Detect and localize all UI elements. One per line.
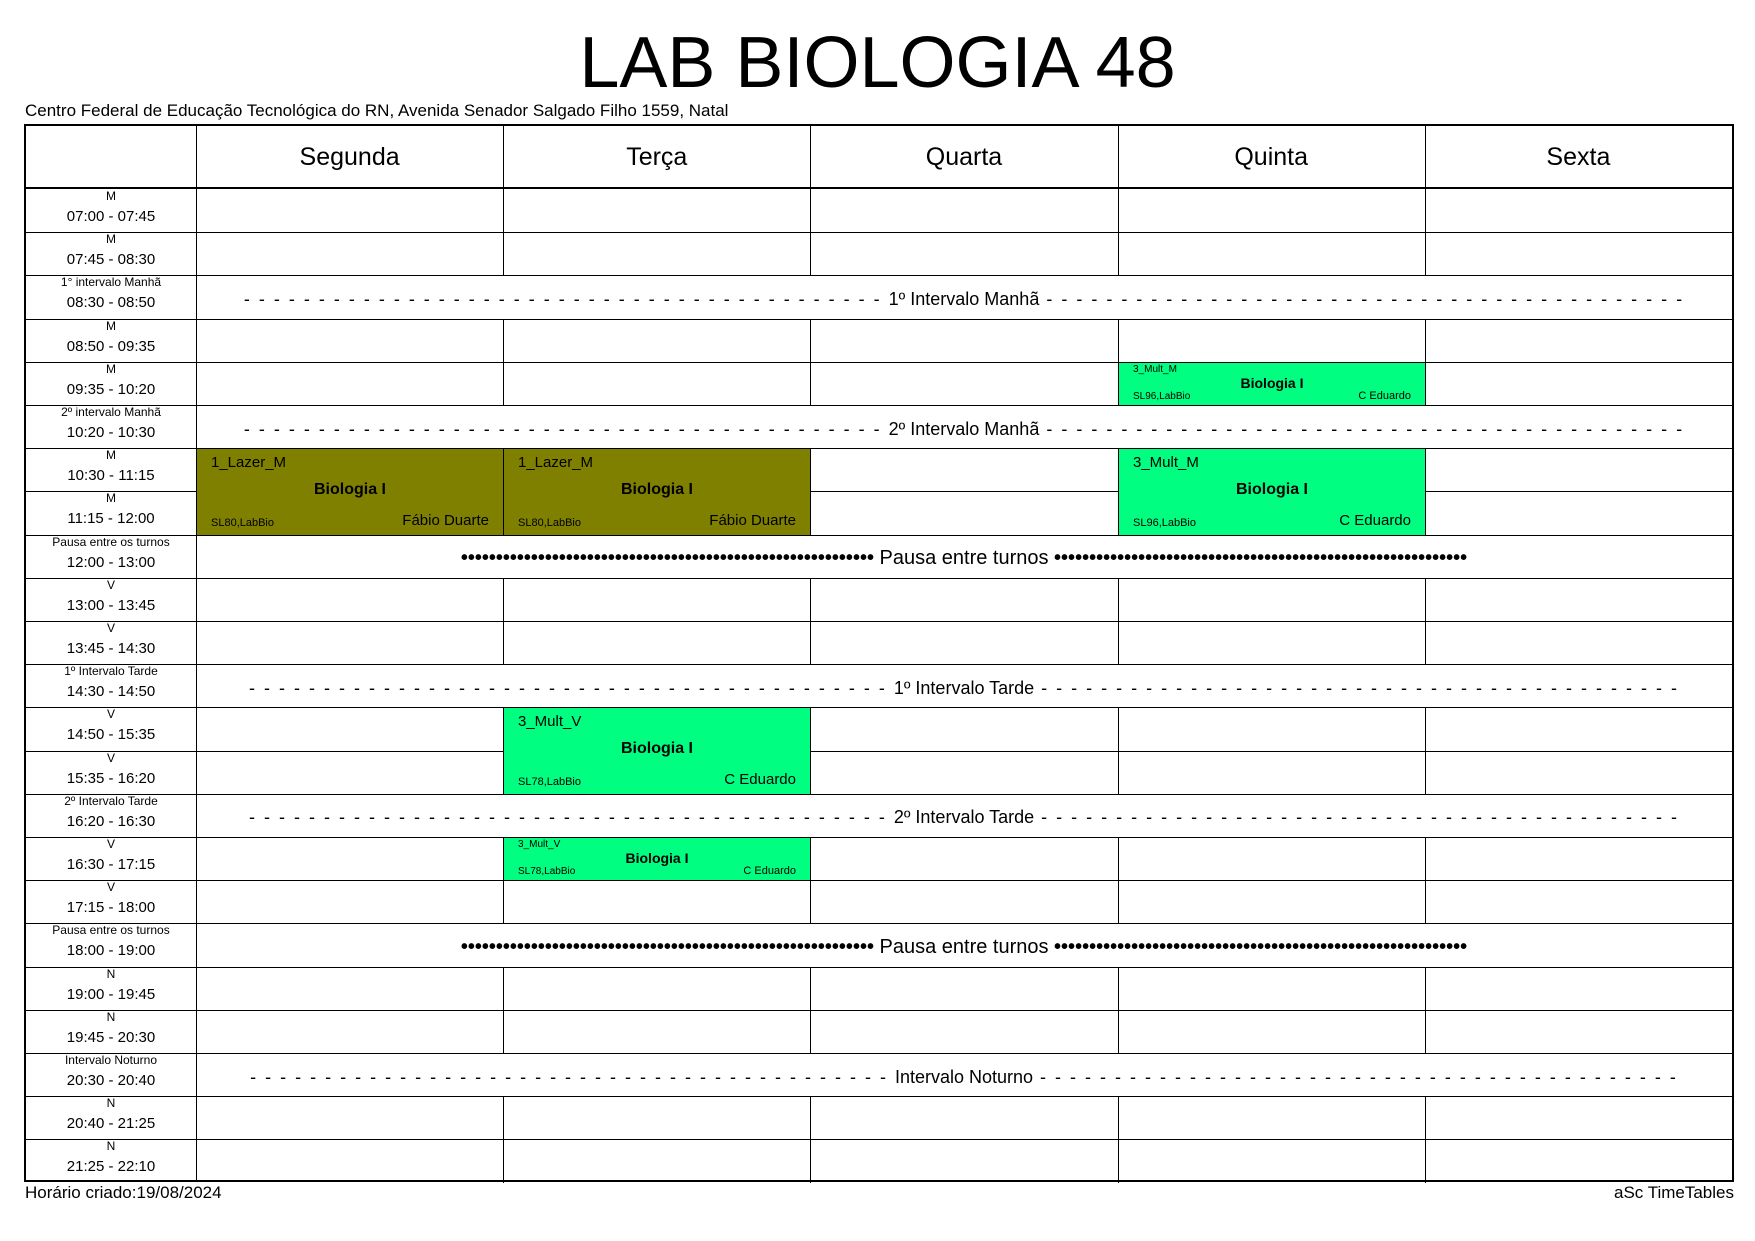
column-divider [1118, 1139, 1119, 1183]
column-divider [1118, 126, 1119, 189]
column-divider [1425, 621, 1426, 665]
column-divider [810, 491, 811, 535]
column-divider [810, 1096, 811, 1140]
column-divider [1425, 232, 1426, 276]
column-divider [810, 1010, 811, 1054]
lesson-subject: Biologia I [621, 740, 693, 757]
software-credit: aSc TimeTables [1614, 1183, 1734, 1202]
lesson-teacher: C Eduardo [1358, 390, 1411, 402]
column-divider [810, 967, 811, 1011]
row-divider [26, 837, 1732, 838]
period-time: 20:30 - 20:40 [66, 1072, 156, 1089]
lesson-room: SL80,LabBio [518, 517, 581, 529]
column-divider [810, 362, 811, 406]
column-divider [1425, 448, 1426, 492]
lesson-subject: Biologia I [625, 850, 689, 866]
column-divider [1425, 189, 1426, 233]
break-filler: - - - - - - - - - - - - - - - - - - - - - - - - - - - - - - - - - - - - - - - - - - - [243, 289, 889, 309]
period-time: 17:15 - 18:00 [66, 899, 156, 916]
break-filler: ••••••••••••••••••••••••••••••••••••••••••••••••••••••••••• [1048, 547, 1468, 570]
column-divider [810, 880, 811, 924]
column-divider [1425, 319, 1426, 363]
header-divider [26, 187, 1732, 189]
lesson-room: SL78,LabBio [518, 866, 576, 877]
column-divider [1425, 751, 1426, 795]
day-header-quinta: Quinta [1234, 143, 1309, 171]
period-label [26, 275, 196, 312]
lesson-class: 3_Mult_M [1133, 454, 1199, 471]
column-divider [1425, 362, 1426, 406]
break-filler: ••••••••••••••••••••••••••••••••••••••••••••••••••••••••••• [460, 936, 880, 958]
period-label [26, 837, 196, 874]
row-divider [26, 405, 1732, 406]
break-banner [250, 1066, 1678, 1088]
lesson-teacher: C Eduardo [1339, 512, 1411, 529]
period-name: 1º Intervalo Tarde [64, 664, 158, 678]
lesson-subject: Biologia I [1236, 481, 1308, 498]
column-divider [1425, 880, 1426, 924]
period-label [26, 448, 196, 485]
period-label [26, 794, 196, 831]
period-label [26, 707, 196, 744]
period-time: 18:00 - 19:00 [66, 942, 156, 959]
column-divider [503, 126, 504, 189]
lesson-card[interactable] [1119, 363, 1425, 405]
row-divider [26, 1053, 1732, 1054]
column-divider [1118, 837, 1119, 881]
lesson-teacher: C Eduardo [724, 771, 796, 788]
break-label: 2º Intervalo Tarde [893, 807, 1035, 828]
period-name: 1° intervalo Manhã [60, 275, 162, 289]
column-divider [1118, 880, 1119, 924]
period-name: V [106, 621, 115, 635]
break-filler: ••••••••••••••••••••••••••••••••••••••••••••••••••••••••••• [460, 547, 880, 570]
period-label [26, 405, 196, 442]
period-name: M [106, 319, 116, 333]
column-divider [810, 751, 811, 795]
period-name: V [106, 880, 115, 894]
break-filler: - - - - - - - - - - - - - - - - - - - - - - - - - - - - - - - - - - - - - - - - - - - [249, 807, 894, 828]
lesson-room: SL96,LabBio [1133, 391, 1191, 402]
break-label: 1º Intervalo Manhã [888, 289, 1040, 309]
column-divider [1425, 837, 1426, 881]
row-divider [26, 362, 1732, 363]
column-divider [1118, 707, 1119, 751]
column-divider [1425, 707, 1426, 751]
period-name: 2º Intervalo Tarde [64, 794, 158, 808]
period-label [26, 751, 196, 788]
period-time: 13:45 - 14:30 [66, 640, 156, 657]
column-divider [1118, 578, 1119, 622]
period-label [26, 621, 196, 658]
column-divider [810, 448, 811, 492]
break-label: Pausa entre turnos [879, 547, 1049, 570]
lesson-class: 1_Lazer_M [211, 454, 287, 471]
row-divider [26, 751, 1732, 752]
column-divider [196, 126, 197, 1180]
period-time: 15:35 - 16:20 [66, 770, 156, 787]
break-banner [244, 288, 1684, 310]
period-time: 14:30 - 14:50 [66, 683, 156, 700]
period-label [26, 232, 196, 269]
column-divider [1118, 1010, 1119, 1054]
lesson-card[interactable] [1119, 449, 1425, 535]
column-divider [1118, 232, 1119, 276]
column-divider [810, 621, 811, 665]
lesson-subject: Biologia I [314, 481, 386, 498]
day-header-segunda: Segunda [299, 143, 400, 171]
page-title: LAB BIOLOGIA 48 [579, 23, 1176, 103]
timetable-grid [24, 124, 1734, 1182]
period-time: 10:20 - 10:30 [66, 424, 156, 441]
day-header-quarta: Quarta [925, 143, 1003, 171]
column-divider [1425, 1096, 1426, 1140]
row-divider [26, 1139, 1732, 1140]
period-label [26, 1139, 196, 1176]
period-time: 12:00 - 13:00 [66, 554, 156, 571]
lesson-teacher: C Eduardo [743, 865, 796, 877]
break-filler: - - - - - - - - - - - - - - - - - - - - - - - - - - - - - - - - - - - - - - - - - - - [1039, 289, 1685, 309]
period-name: M [106, 189, 116, 203]
row-divider [26, 794, 1732, 795]
period-label [26, 664, 196, 701]
period-name: N [106, 1139, 116, 1153]
column-divider [1425, 578, 1426, 622]
period-label [26, 535, 196, 572]
row-divider [26, 621, 1732, 622]
period-label [26, 189, 196, 226]
break-banner [249, 677, 1679, 699]
column-divider [810, 837, 811, 881]
created-date: Horário criado:19/08/2024 [25, 1183, 222, 1202]
lesson-class: 3_Mult_M [1133, 364, 1177, 375]
period-name: M [106, 232, 116, 246]
column-divider [1118, 1096, 1119, 1140]
row-divider [26, 1010, 1732, 1011]
break-filler: - - - - - - - - - - - - - - - - - - - - - - - - - - - - - - - - - - - - - - - - - - - [243, 418, 889, 439]
column-divider [810, 578, 811, 622]
break-banner [461, 936, 1467, 958]
period-label [26, 967, 196, 1004]
lesson-room: SL96,LabBio [1133, 517, 1196, 529]
break-filler: - - - - - - - - - - - - - - - - - - - - - - - - - - - - - - - - - - - - - - - - - - - [1034, 677, 1679, 698]
column-divider [810, 319, 811, 363]
period-time: 21:25 - 22:10 [66, 1158, 156, 1175]
period-label [26, 491, 196, 528]
column-divider [1118, 751, 1119, 795]
break-filler: - - - - - - - - - - - - - - - - - - - - - - - - - - - - - - - - - - - - - - - - - - - [1039, 418, 1685, 439]
period-label [26, 880, 196, 917]
column-divider [1425, 126, 1426, 189]
lesson-room: SL78,LabBio [518, 776, 581, 788]
period-name: V [106, 578, 115, 592]
period-name: N [106, 1096, 116, 1110]
column-divider [1425, 1139, 1426, 1183]
row-divider [26, 664, 1732, 665]
lesson-card[interactable] [504, 838, 810, 880]
column-divider [503, 1010, 504, 1054]
period-label [26, 1096, 196, 1133]
period-time: 09:35 - 10:20 [66, 381, 156, 398]
column-divider [503, 319, 504, 363]
column-divider [503, 621, 504, 665]
period-time: 19:00 - 19:45 [66, 986, 156, 1003]
lesson-card[interactable] [504, 449, 810, 535]
column-divider [810, 707, 811, 751]
lesson-card[interactable] [504, 708, 810, 794]
lesson-class: 3_Mult_V [518, 713, 582, 730]
column-divider [1425, 1010, 1426, 1054]
lesson-teacher: Fábio Duarte [402, 512, 489, 529]
period-label [26, 319, 196, 356]
column-divider [503, 880, 504, 924]
break-label: 2º Intervalo Manhã [888, 418, 1040, 439]
break-filler: - - - - - - - - - - - - - - - - - - - - - - - - - - - - - - - - - - - - - - - - - - - [249, 677, 894, 698]
column-divider [503, 1096, 504, 1140]
period-time: 08:50 - 09:35 [66, 338, 156, 355]
column-divider [503, 967, 504, 1011]
break-banner [249, 806, 1679, 828]
row-divider [26, 578, 1732, 579]
row-divider [26, 319, 1732, 320]
column-divider [503, 362, 504, 406]
period-name: Intervalo Noturno [64, 1053, 158, 1067]
column-divider [503, 189, 504, 233]
period-label [26, 362, 196, 399]
lesson-card[interactable] [197, 449, 503, 535]
row-divider [26, 535, 1732, 536]
lesson-teacher: Fábio Duarte [709, 512, 796, 529]
period-label [26, 1010, 196, 1047]
lesson-subject: Biologia I [621, 481, 693, 498]
lesson-class: 3_Mult_V [518, 839, 561, 850]
column-divider [1118, 319, 1119, 363]
row-divider [26, 967, 1732, 968]
row-divider [26, 1096, 1732, 1097]
period-name: M [106, 448, 116, 462]
period-time: 20:40 - 21:25 [66, 1115, 156, 1132]
period-time: 08:30 - 08:50 [66, 294, 156, 311]
period-time: 07:00 - 07:45 [66, 208, 156, 225]
column-divider [1118, 189, 1119, 233]
period-name: N [106, 1010, 116, 1024]
period-time: 10:30 - 11:15 [67, 467, 155, 484]
column-divider [1425, 967, 1426, 1011]
break-label: Intervalo Noturno [894, 1066, 1034, 1087]
break-label: Pausa entre turnos [879, 936, 1049, 958]
period-label [26, 923, 196, 960]
period-time: 07:45 - 08:30 [66, 251, 156, 268]
break-banner [244, 418, 1684, 440]
column-divider [1118, 621, 1119, 665]
period-time: 11:15 - 12:00 [67, 510, 155, 527]
period-time: 16:20 - 16:30 [66, 813, 156, 830]
lesson-subject: Biologia I [1240, 375, 1304, 391]
day-header-terca: Terça [626, 143, 688, 171]
period-name: 2º intervalo Manhã [61, 405, 161, 419]
period-name: M [106, 491, 116, 505]
period-label [26, 578, 196, 615]
row-divider [26, 923, 1732, 924]
row-divider [26, 232, 1732, 233]
period-name: M [106, 362, 116, 376]
period-time: 19:45 - 20:30 [66, 1029, 156, 1046]
column-divider [503, 578, 504, 622]
period-name: V [106, 837, 115, 851]
break-filler: - - - - - - - - - - - - - - - - - - - - - - - - - - - - - - - - - - - - - - - - - - - [1034, 807, 1679, 828]
period-time: 13:00 - 13:45 [66, 597, 156, 614]
day-header-sexta: Sexta [1546, 143, 1611, 171]
period-name: Pausa entre os turnos [52, 535, 170, 549]
break-filler: ••••••••••••••••••••••••••••••••••••••••••••••••••••••••••• [1048, 936, 1468, 958]
column-divider [810, 126, 811, 189]
period-time: 16:30 - 17:15 [66, 856, 156, 873]
lesson-room: SL80,LabBio [211, 517, 274, 529]
break-label: 1º Intervalo Tarde [893, 677, 1035, 698]
column-divider [810, 189, 811, 233]
school-address: Centro Federal de Educação Tecnológica do RN, Avenida Senador Salgado Filho 1559, Natal [25, 101, 729, 120]
period-label [26, 1053, 196, 1090]
break-filler: - - - - - - - - - - - - - - - - - - - - - - - - - - - - - - - - - - - - - - - - - - - [250, 1066, 895, 1087]
period-name: N [106, 967, 116, 981]
break-filler: - - - - - - - - - - - - - - - - - - - - - - - - - - - - - - - - - - - - - - - - - - - [1033, 1066, 1678, 1087]
row-divider [26, 880, 1732, 881]
column-divider [810, 232, 811, 276]
column-divider [1425, 491, 1426, 535]
period-name: V [106, 707, 115, 721]
period-time: 14:50 - 15:35 [66, 726, 156, 743]
row-divider [26, 707, 1732, 708]
period-name: V [106, 751, 115, 765]
period-name: Pausa entre os turnos [52, 923, 170, 937]
column-divider [810, 1139, 811, 1183]
break-banner [461, 547, 1467, 569]
lesson-class: 1_Lazer_M [518, 454, 594, 471]
column-divider [1118, 967, 1119, 1011]
row-divider [26, 275, 1732, 276]
column-divider [503, 1139, 504, 1183]
column-divider [503, 232, 504, 276]
